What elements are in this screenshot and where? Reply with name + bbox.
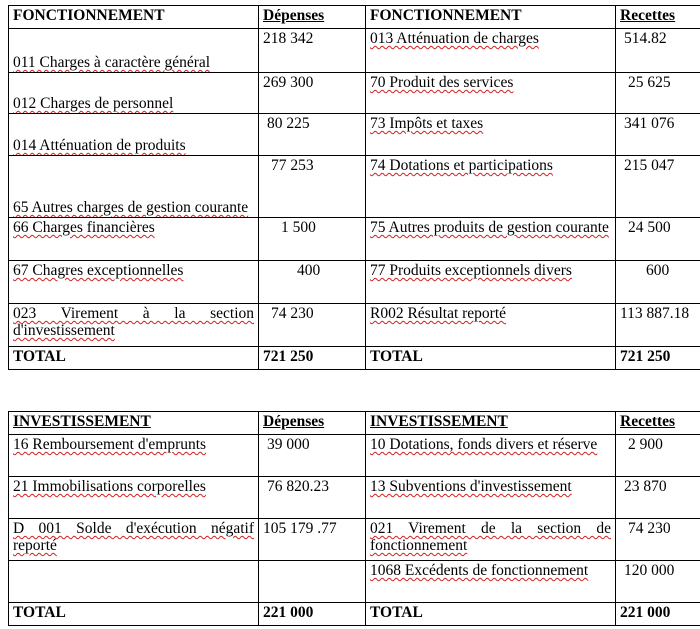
rec-label: 75 Autres produits de gestion courante [366,218,616,261]
table-row [9,29,700,73]
header-recettes: Recettes [616,6,700,29]
dep-label: 67 Chagres exceptionnelles [9,261,259,304]
dep-label: 011 Charges à caractère général [9,29,259,73]
dep-label: 66 Charges financières [9,218,259,261]
total-value-right: 721 250 [616,347,700,370]
investissement-header-row [9,412,700,435]
investissement-table [8,411,700,626]
dep-label: 21 Immobilisations corporelles [9,477,259,519]
table-row [9,156,700,218]
fonctionnement-table [8,5,700,370]
total-value-right: 221 000 [616,603,700,626]
rec-value: 215 047 [616,156,700,218]
rec-value: 25 625 [616,73,700,114]
investissement-total-row [9,603,700,626]
table-row [9,261,700,304]
total-label-right: TOTAL [366,347,616,370]
header-investissement-depenses: INVESTISSEMENT [9,412,259,435]
rec-value: 341 076 [616,114,700,156]
dep-value [259,561,366,603]
total-label-left: TOTAL [9,603,259,626]
header-depenses: Dépenses [259,412,366,435]
table-row [9,218,700,261]
rec-value: 514.82 [616,29,700,73]
rec-label: 74 Dotations et participations [366,156,616,218]
dep-value: 269 300 [259,73,366,114]
rec-label: 77 Produits exceptionnels divers [366,261,616,304]
fonctionnement-header-row [9,6,700,29]
rec-label: 13 Subventions d'investissement [366,477,616,519]
total-value-left: 221 000 [259,603,366,626]
rec-label: 1068 Excédents de fonctionnement [366,561,616,603]
dep-label: D 001 Solde d'exécution négatif reporté [9,519,259,561]
dep-label: 65 Autres charges de gestion courante [9,156,259,218]
table-row [9,304,700,347]
table-row [9,114,700,156]
rec-label: 10 Dotations, fonds divers et réserve [366,435,616,477]
header-fonctionnement-recettes: FONCTIONNEMENT [366,6,616,29]
table-row [9,477,700,519]
dep-label: 023 Virement à la section d'investissement [9,304,259,347]
table-row [9,561,700,603]
table-row [9,73,700,114]
fonctionnement-total-row [9,347,700,370]
dep-label [9,561,259,603]
rec-value: 24 500 [616,218,700,261]
dep-label: 16 Remboursement d'emprunts [9,435,259,477]
rec-value: 120 000 [616,561,700,603]
rec-label: 013 Atténuation de charges [366,29,616,73]
rec-value: 600 [616,261,700,304]
rec-value: 23 870 [616,477,700,519]
dep-label: 014 Atténuation de produits [9,114,259,156]
rec-value: 74 230 [616,519,700,561]
header-fonctionnement-depenses: FONCTIONNEMENT [9,6,259,29]
table-row [9,519,700,561]
rec-label: 73 Impôts et taxes [366,114,616,156]
dep-value: 39 000 [259,435,366,477]
dep-value: 76 820.23 [259,477,366,519]
header-depenses: Dépenses [259,6,366,29]
dep-value: 218 342 [259,29,366,73]
dep-value: 74 230 [259,304,366,347]
total-label-right: TOTAL [366,603,616,626]
dep-value: 105 179 .77 [259,519,366,561]
rec-label: 021 Virement de la section de fonctionnement [366,519,616,561]
dep-value: 80 225 [259,114,366,156]
rec-value: 2 900 [616,435,700,477]
total-label-left: TOTAL [9,347,259,370]
header-investissement-recettes: INVESTISSEMENT [366,412,616,435]
total-value-left: 721 250 [259,347,366,370]
rec-value: 113 887.18 [616,304,700,347]
dep-value: 400 [259,261,366,304]
dep-value: 77 253 [259,156,366,218]
dep-value: 1 500 [259,218,366,261]
dep-label: 012 Charges de personnel [9,73,259,114]
rec-label: R002 Résultat reporté [366,304,616,347]
rec-label: 70 Produit des services [366,73,616,114]
table-row [9,435,700,477]
header-recettes: Recettes [616,412,700,435]
